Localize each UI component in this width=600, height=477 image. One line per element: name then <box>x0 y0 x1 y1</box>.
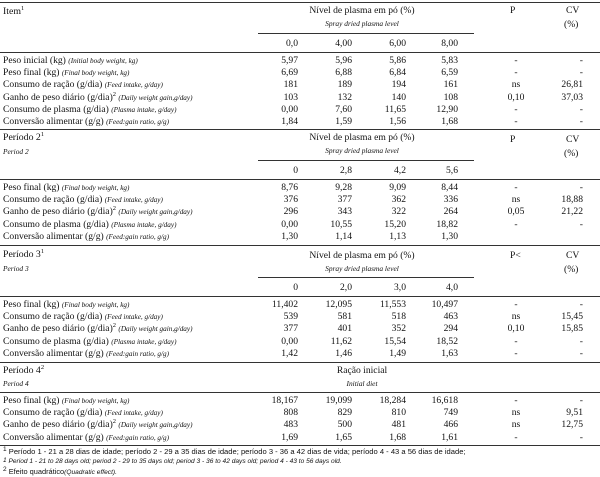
cell-value: 518 <box>391 311 406 323</box>
cell-value: 9,28 <box>335 182 352 193</box>
row-label: Consumo de plasma (g/dia) (Plasma intake, g/day) <box>3 218 177 230</box>
table-row <box>0 219 600 231</box>
rule-p3-head <box>0 296 600 297</box>
cell-value: 194 <box>391 79 406 91</box>
p3-level-title: Nível de plasma em pó (%) <box>309 250 415 261</box>
cell-value: 810 <box>391 407 406 419</box>
p2-p-header: P <box>510 134 516 145</box>
rule-p3-top <box>0 245 600 246</box>
cell-value: 5,86 <box>389 55 406 66</box>
cell-p: - <box>514 103 518 115</box>
p1-p-header: P <box>510 5 516 16</box>
footnote-2: $^2$ Efeito quadrático(Quadratic effect). <box>3 466 117 476</box>
p2-level-title: Nível de plasma em pó (%) <box>309 132 415 143</box>
table-row <box>0 92 600 104</box>
p2-en: Period 2 <box>3 147 29 156</box>
cell-value: 1,56 <box>389 116 406 127</box>
rule-p2-top <box>0 129 600 130</box>
cell-value: 1,65 <box>335 431 352 443</box>
cell-cv: 18,88 <box>561 194 583 206</box>
cell-value: 1,30 <box>441 230 458 242</box>
cell-cv: 21,22 <box>561 206 583 218</box>
rule-p1-head <box>0 52 600 53</box>
cell-value: 343 <box>337 206 352 218</box>
cell-value: 0,00 <box>281 218 298 230</box>
cell-value: 1,84 <box>281 116 298 127</box>
cell-value: 352 <box>391 323 406 335</box>
p2-title: Período $2^1$ <box>3 131 45 143</box>
cell-value: 377 <box>337 194 352 206</box>
cell-value: 1,68 <box>441 116 458 127</box>
cell-p: ns <box>511 407 521 419</box>
cell-value: 1,42 <box>281 347 298 359</box>
cell-p: 0,10 <box>507 323 525 335</box>
footnote-1-en: $^1$ Period 1 - 21 to 28 days old; period 2 - 29 to 35 days old; period 3 - 36 to 42 days old; period 4 - 43 to 56 days old. <box>3 457 342 465</box>
cell-value: 829 <box>337 407 352 419</box>
level-header: 4,0 <box>446 282 458 293</box>
cell-value: 463 <box>443 311 458 323</box>
cell-value: 376 <box>283 194 298 206</box>
cell-value: 1,13 <box>389 230 406 242</box>
cell-cv: - <box>579 335 583 347</box>
p3-en: Period 3 <box>3 264 29 273</box>
cell-value: 377 <box>283 323 298 335</box>
table-row <box>0 407 600 419</box>
cell-cv: - <box>579 395 583 406</box>
cell-cv: 9,51 <box>566 407 583 419</box>
row-label: Conversão alimentar (g/g) (Feed:gain ratio, g/g) <box>3 347 169 359</box>
item-header: Item$^1$ <box>3 5 25 17</box>
table-row <box>0 116 600 128</box>
cell-value: 10,497 <box>431 299 458 310</box>
level-header: 5,6 <box>446 165 458 176</box>
p1-cv-unit: (%) <box>564 19 579 30</box>
cell-value: 1,46 <box>335 347 352 359</box>
cell-value: 1,69 <box>281 431 298 443</box>
p4-en: Period 4 <box>3 379 29 388</box>
cell-p: ns <box>511 79 521 91</box>
p3-level-subtitle: Spray dried plasma level <box>325 264 399 273</box>
row-label: Peso final (kg) (Final body weight, kg) <box>3 182 130 193</box>
p1-level-subtitle: Spray dried plasma level <box>325 19 399 28</box>
p4-title: Período $4^2$ <box>3 364 45 376</box>
p4-diet-title: Ração inicial <box>336 365 388 376</box>
cell-value: 401 <box>337 323 352 335</box>
cell-p: - <box>514 395 518 406</box>
row-label: Conversão alimentar (g/g) (Feed:gain ratio, g/g) <box>3 116 169 127</box>
cell-p: 0,05 <box>507 206 525 218</box>
row-label: Peso inicial (kg) (Initial body weight, kg) <box>3 55 138 66</box>
cell-value: 11,65 <box>384 103 406 115</box>
p1-cv-header: CV <box>566 5 580 16</box>
level-header: 4,2 <box>394 165 406 176</box>
cell-p: ns <box>511 194 521 206</box>
cell-p: - <box>514 116 518 127</box>
cell-value: 336 <box>443 194 458 206</box>
cell-value: 7,60 <box>335 103 352 115</box>
cell-value: 11,62 <box>330 335 352 347</box>
p2-cv-header: CV <box>566 134 580 145</box>
rule-p4-head <box>0 392 600 393</box>
level-header: 4,00 <box>335 38 352 49</box>
cell-value: 5,97 <box>281 55 298 66</box>
rule-p4-top <box>0 362 600 363</box>
table-row <box>0 182 600 194</box>
cell-value: 581 <box>337 311 352 323</box>
cell-cv: - <box>579 67 583 79</box>
cell-value: 18,167 <box>271 395 298 406</box>
cell-value: 808 <box>283 407 298 419</box>
cell-value: 1,63 <box>441 347 458 359</box>
cell-value: 132 <box>337 91 352 103</box>
level-header: 0 <box>293 282 298 293</box>
cell-p: - <box>514 182 518 193</box>
cell-value: 322 <box>391 206 406 218</box>
cell-p: - <box>514 218 518 230</box>
p3-title: Período $3^1$ <box>3 248 45 260</box>
cell-value: 466 <box>443 419 458 431</box>
table-row <box>0 206 600 218</box>
cell-value: 1,59 <box>335 116 352 127</box>
cell-value: 12,90 <box>436 103 458 115</box>
level-header: 8,00 <box>441 38 458 49</box>
cell-cv: - <box>579 116 583 127</box>
footnote-1-pt: $^1$ Período 1 - 21 a 28 dias de idade; período 2 - 29 a 35 dias de idade; período 3 - 36 a 42 dias de vida; período 4 - 43 a 56 dias de idade; <box>3 446 466 456</box>
row-label: Ganho de peso diário $(g/dia)^2$ (Daily weight gain,g/day) <box>3 205 193 218</box>
rule-bottom <box>0 445 600 446</box>
cell-value: 1,61 <box>441 431 458 443</box>
level-header-row <box>0 165 600 177</box>
level-header: 3,0 <box>394 282 406 293</box>
cell-value: 264 <box>443 206 458 218</box>
row-label: Peso final (kg) (Final body weight, kg) <box>3 395 130 406</box>
cell-p: - <box>514 347 518 359</box>
cell-p: - <box>514 55 518 66</box>
cell-value: 140 <box>391 91 406 103</box>
cell-cv: - <box>579 182 583 193</box>
rule-p2-head <box>0 179 600 180</box>
table-row <box>0 55 600 67</box>
cell-value: 1,30 <box>281 230 298 242</box>
level-header: 0,0 <box>286 38 298 49</box>
row-label: Consumo de ração (g/dia) (Feed intake, g/day) <box>3 194 163 206</box>
table-row <box>0 323 600 335</box>
cell-value: 5,96 <box>335 55 352 66</box>
cell-value: 18,82 <box>436 218 458 230</box>
cell-p: - <box>514 67 518 79</box>
p3-cv-unit: (%) <box>564 264 579 275</box>
cell-value: 8,76 <box>281 182 298 193</box>
cell-value: 16,618 <box>431 395 458 406</box>
rule-p3-sub <box>258 277 474 278</box>
rule-p1-sub <box>258 33 474 34</box>
cell-value: 19,099 <box>325 395 352 406</box>
table-row <box>0 299 600 311</box>
cell-value: 10,55 <box>330 218 352 230</box>
table-row <box>0 104 600 116</box>
rule-top <box>0 2 600 3</box>
cell-value: 0,00 <box>281 103 298 115</box>
cell-cv: 15,85 <box>561 323 583 335</box>
cell-value: 1,14 <box>335 230 352 242</box>
cell-value: 181 <box>283 79 298 91</box>
p3-cv-header: CV <box>566 250 580 261</box>
table-row <box>0 194 600 206</box>
cell-p: ns <box>511 311 521 323</box>
cell-value: 5,83 <box>441 55 458 66</box>
cell-cv: 26,81 <box>561 79 583 91</box>
cell-value: 11,402 <box>271 299 298 310</box>
level-header: 2,8 <box>340 165 352 176</box>
level-header-row <box>0 38 600 50</box>
cell-value: 483 <box>283 419 298 431</box>
p3-p-header: P< <box>510 250 521 261</box>
cell-value: 296 <box>283 206 298 218</box>
table-row <box>0 311 600 323</box>
cell-p: - <box>514 335 518 347</box>
cell-cv: - <box>579 431 583 443</box>
row-label: Ganho de peso diário $(g/dia)^2$ (Daily weight gain,g/day) <box>3 90 193 103</box>
cell-cv: 37,03 <box>561 91 583 103</box>
cell-cv: 15,45 <box>561 311 583 323</box>
cell-cv: - <box>579 347 583 359</box>
cell-value: 12,095 <box>325 299 352 310</box>
cell-value: 500 <box>337 419 352 431</box>
cell-cv: - <box>579 55 583 66</box>
cell-value: 362 <box>391 194 406 206</box>
cell-value: 11,553 <box>379 299 406 310</box>
cell-value: 6,88 <box>335 67 352 79</box>
cell-value: 103 <box>283 91 298 103</box>
level-header: 2,0 <box>340 282 352 293</box>
cell-cv: 12,75 <box>561 419 583 431</box>
row-label: Consumo de ração (g/dia) (Feed intake, g/day) <box>3 311 163 323</box>
cell-cv: - <box>579 103 583 115</box>
table-row <box>0 67 600 79</box>
cell-p: ns <box>511 419 521 431</box>
row-label: Consumo de ração (g/dia) (Feed intake, g/day) <box>3 79 163 91</box>
cell-value: 1,49 <box>389 347 406 359</box>
row-label: Peso final (kg) (Final body weight, kg) <box>3 67 130 79</box>
table-row <box>0 79 600 91</box>
cell-value: 15,54 <box>384 335 406 347</box>
table-row <box>0 395 600 407</box>
cell-value: 1,68 <box>389 431 406 443</box>
cell-value: 6,69 <box>281 67 298 79</box>
p2-cv-unit: (%) <box>564 148 579 159</box>
cell-value: 481 <box>391 419 406 431</box>
cell-value: 294 <box>443 323 458 335</box>
cell-p: - <box>514 431 518 443</box>
table-row <box>0 336 600 348</box>
cell-cv: - <box>579 218 583 230</box>
table-row <box>0 419 600 431</box>
cell-p: - <box>514 299 518 310</box>
row-label: Consumo de ração (g/dia) (Feed intake, g/day) <box>3 407 163 419</box>
p1-level-title: Nível de plasma em pó (%) <box>309 5 415 16</box>
cell-value: 189 <box>337 79 352 91</box>
cell-cv: - <box>579 299 583 310</box>
row-label: Conversão alimentar (g/g) (Feed:gain ratio, g/g) <box>3 431 169 443</box>
p2-level-subtitle: Spray dried plasma level <box>325 146 399 155</box>
row-label: Peso final (kg) (Final body weight, kg) <box>3 299 130 310</box>
rule-p2-sub <box>258 160 474 161</box>
cell-value: 18,284 <box>379 395 406 406</box>
table-row <box>0 231 600 243</box>
level-header: 6,00 <box>389 38 406 49</box>
cell-value: 9,09 <box>389 182 406 193</box>
table-row <box>0 432 600 444</box>
cell-value: 108 <box>443 91 458 103</box>
table-row <box>0 348 600 360</box>
cell-value: 6,59 <box>441 67 458 79</box>
row-label: Consumo de plasma (g/dia) (Plasma intake, g/day) <box>3 103 177 115</box>
cell-value: 6,84 <box>389 67 406 79</box>
cell-p: 0,10 <box>507 91 525 103</box>
cell-value: 161 <box>443 79 458 91</box>
cell-value: 749 <box>443 407 458 419</box>
cell-value: 15,20 <box>384 218 406 230</box>
row-label: Consumo de plasma (g/dia) (Plasma intake, g/day) <box>3 335 177 347</box>
cell-value: 8,44 <box>441 182 458 193</box>
level-header: 0 <box>293 165 298 176</box>
row-label: Ganho de peso diário $(g/dia)^2$ (Daily weight gain,g/day) <box>3 322 193 335</box>
level-header-row <box>0 282 600 294</box>
cell-value: 0,00 <box>281 335 298 347</box>
cell-value: 18,52 <box>436 335 458 347</box>
row-label: Ganho de peso diário $(g/dia)^2$ (Daily weight gain,g/day) <box>3 418 193 431</box>
cell-value: 539 <box>283 311 298 323</box>
p4-diet-subtitle: Initial diet <box>346 379 378 388</box>
row-label: Conversão alimentar (g/g) (Feed:gain ratio, g/g) <box>3 230 169 242</box>
